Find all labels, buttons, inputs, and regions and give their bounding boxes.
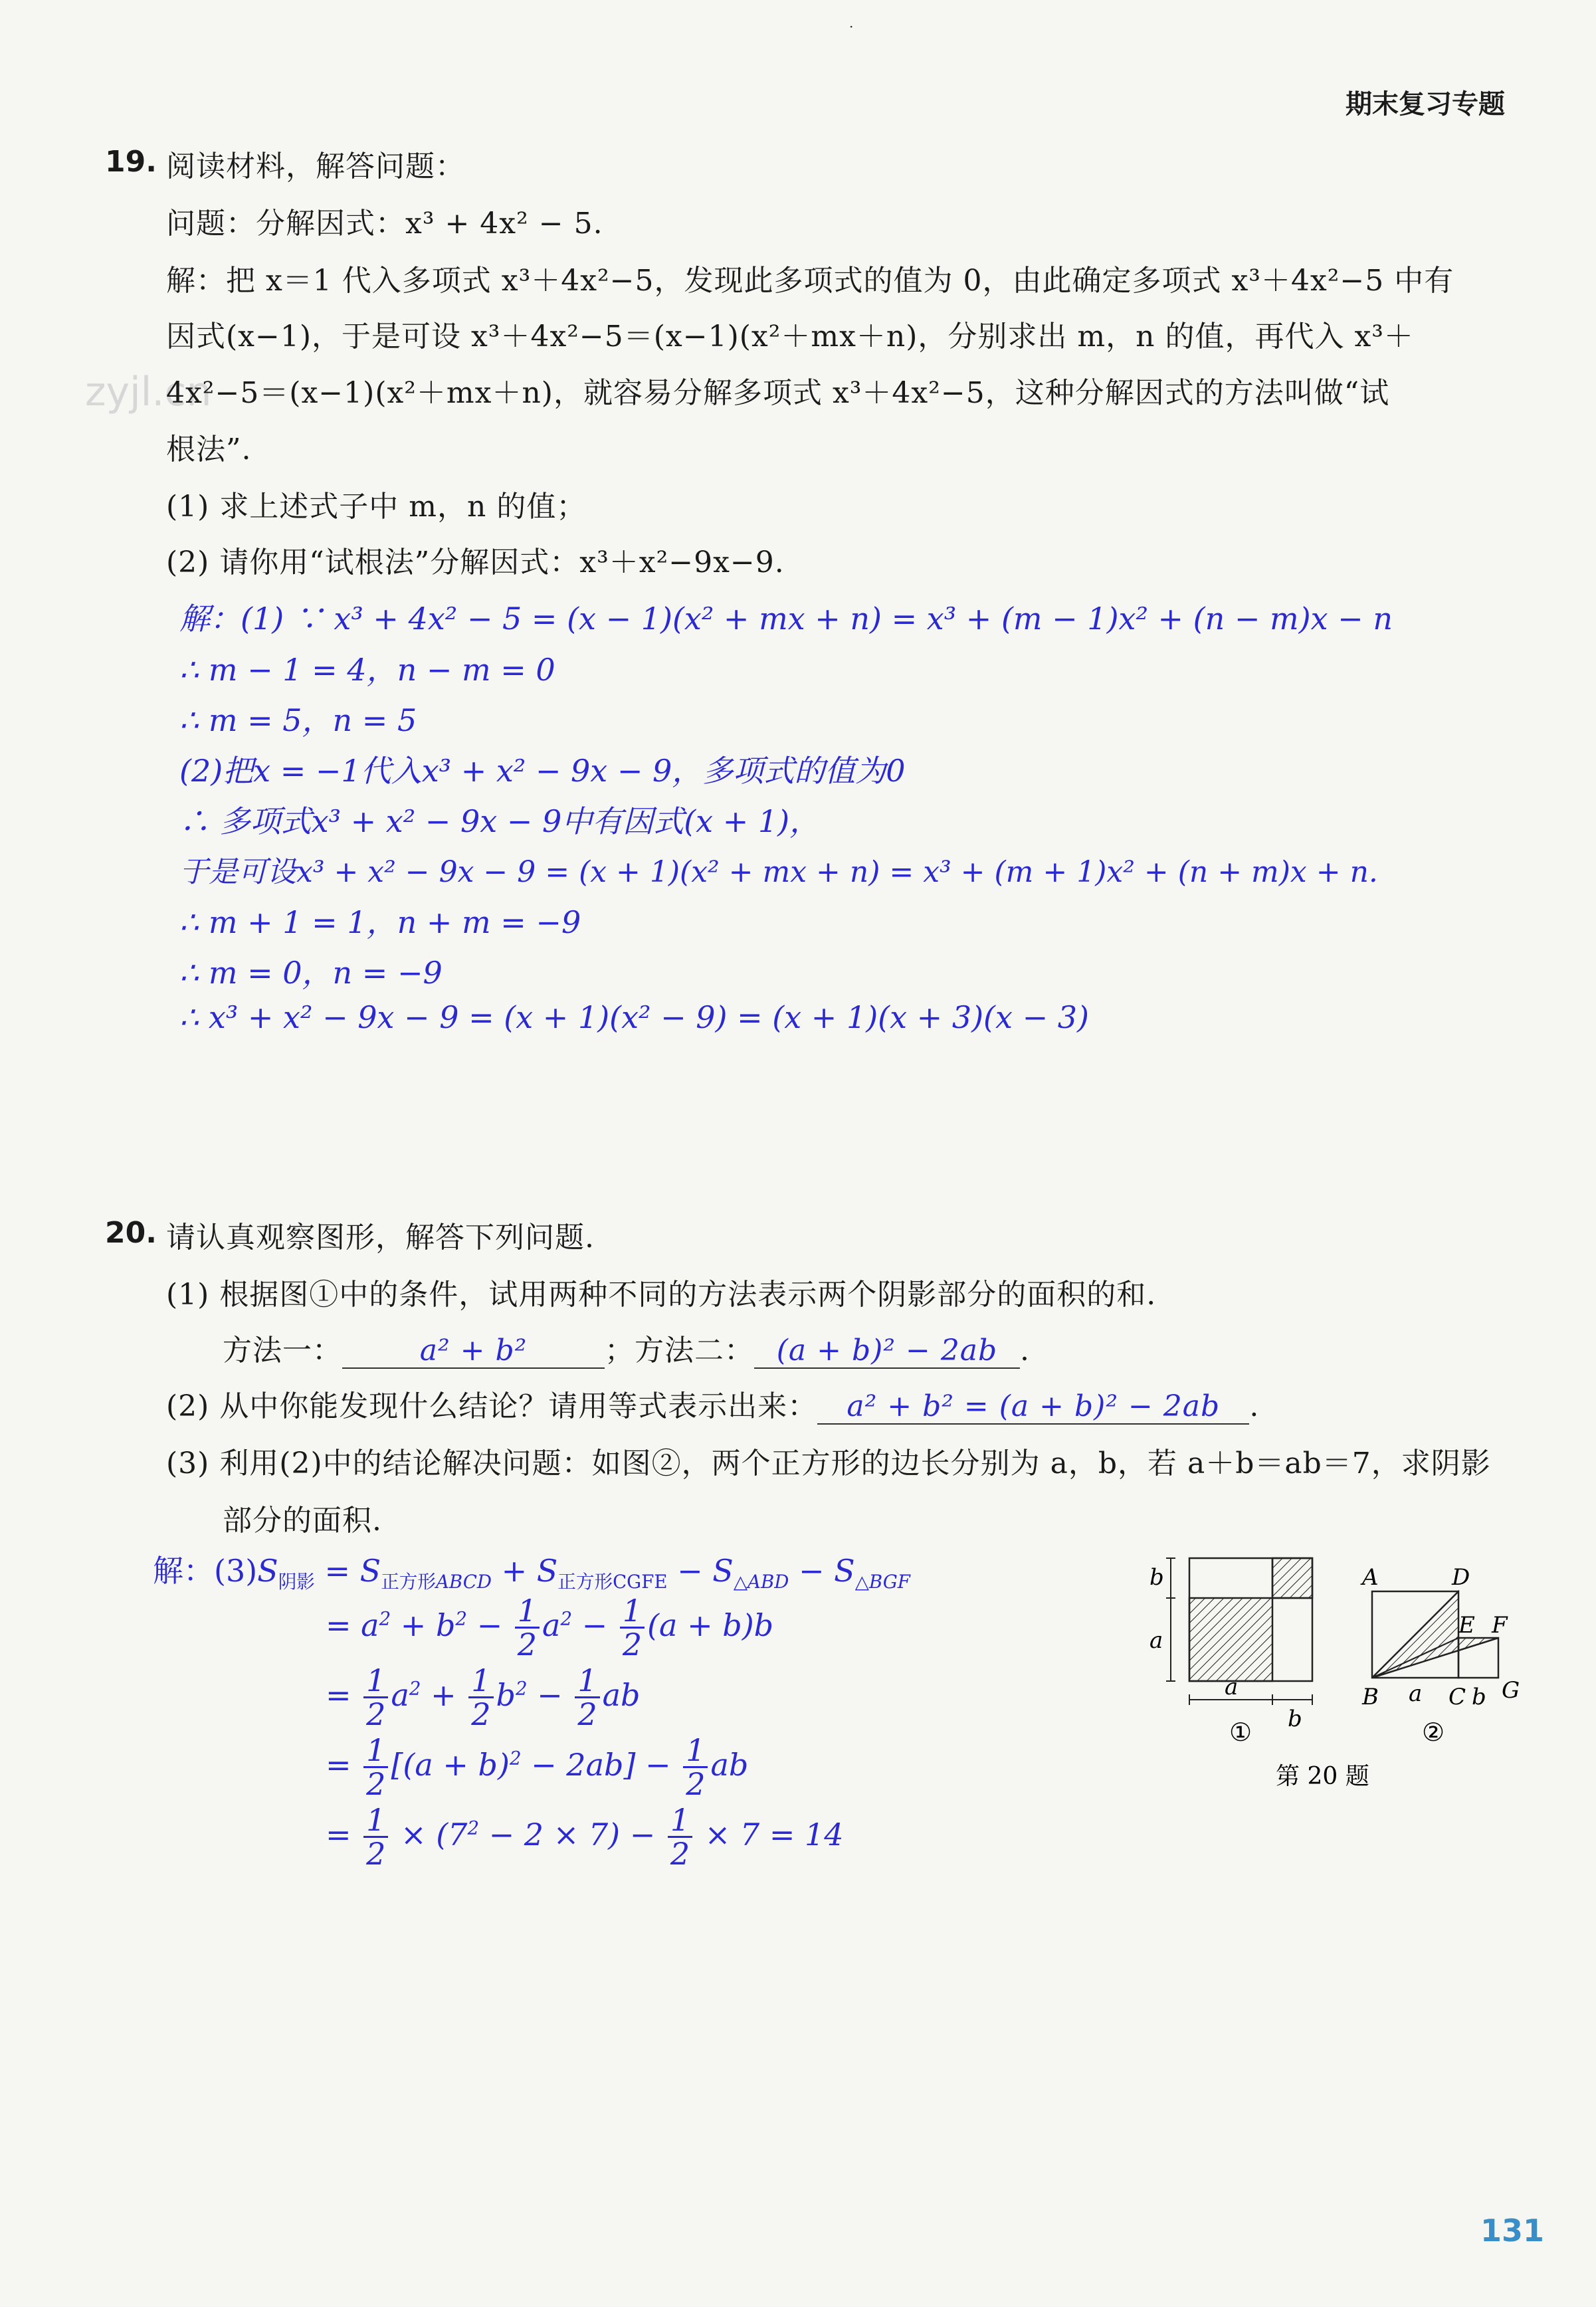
question-20-part2-row [166, 1382, 1259, 1425]
figure-2 [1360, 1564, 1520, 1747]
q19-answer-line8: ∴ m = 0，n = −9 [179, 955, 443, 991]
question-19-intro: 阅读材料，解答问题： [166, 150, 465, 183]
q19-answer-line5: ∴ 多项式x³ + x² − 9x − 9中有因式(x + 1)， [179, 803, 821, 839]
part2-period: . [1249, 1389, 1260, 1423]
fig2-label-F: F [1492, 1612, 1508, 1639]
part2-label: (2) 从中你能发现什么结论？请用等式表示出来： [166, 1389, 818, 1423]
fig2-label-A: A [1362, 1564, 1379, 1591]
fig2-label-b: b [1472, 1684, 1486, 1710]
fig1-label-a-left: a [1149, 1627, 1163, 1654]
fig1-label-b-bottom: b [1288, 1706, 1302, 1732]
method2-label: ；方法二： [605, 1334, 754, 1367]
q19-answer-line4: (2)把x = −1代入x³ + x² − 9x − 9，多项式的值为0 [179, 753, 906, 789]
question-19-part2: (2) 请你用“试根法”分解因式：x³＋x²−9x−9. [166, 546, 785, 579]
question-19-solution-line1: 解：把 x＝1 代入多项式 x³＋4x²−5，发现此多项式的值为 0，由此确定多项式 x³＋4x²−5 中有 [166, 264, 1454, 298]
fig2-label-B: B [1362, 1684, 1379, 1710]
method1-answer: a² + b² [342, 1334, 605, 1369]
question-20-part3-line2: 部分的面积. [223, 1504, 382, 1538]
q20-answer-line3: = $\frac{1}{2}$ $a^2$ + $\frac{1}{2}$ $b^2$ − $\frac{1}{2}$ ab [326, 1662, 641, 1733]
q20-answer-line2: = $a^2 + b^2$ − $\frac{1}{2}$ $a^2$ − $\frac{1}{2}$ (a + b)b [326, 1593, 774, 1663]
question-19-solution-line3: 4x²−5＝(x−1)(x²＋mx＋n)，就容易分解多项式 x³＋4x²−5，这种分解因式的方法叫做“试 [166, 376, 1390, 410]
question-19-part1: (1) 求上述式子中 m，n 的值； [166, 490, 587, 524]
figure-caption: 第 20 题 [1276, 1763, 1369, 1790]
figure-20 [1130, 1542, 1542, 1807]
q20-answer-line1: 解：$(3)S_{阴影} = S_{正方形ABCD} + S_{正方形CGFE} - S_{\triangle ABD} - S_{\triangle BGF}$ [153, 1553, 910, 1593]
q20-answer-line4: = $\frac{1}{2}$ $[(a + b)^2 - 2ab]$ − $\frac{1}{2}$ ab [326, 1732, 749, 1803]
fig2-label-C: C [1448, 1684, 1466, 1710]
page-header-title: 期末复习专题 [1346, 89, 1505, 120]
q20-answer-line5: = $\frac{1}{2}$ × $(7^2 - 2 \times 7)$ − $\frac{1}{2}$ × 7 = 14 [326, 1802, 844, 1872]
q19-answer-line9: ∴ x³ + x² − 9x − 9 = (x + 1)(x² − 9) = (x + 1)(x + 3)(x − 3) [179, 999, 1089, 1035]
question-19-number: 19. [105, 145, 157, 179]
top-dot: · [849, 19, 854, 35]
question-20-number: 20. [105, 1216, 157, 1250]
question-19-problem: 问题：分解因式：x³ + 4x² − 5. [166, 207, 603, 241]
part2-answer: a² + b² = (a + b)² − 2ab [817, 1389, 1249, 1425]
fig1-label-b-left: b [1149, 1564, 1164, 1591]
question-20-intro: 请认真观察图形，解答下列问题. [166, 1221, 595, 1254]
method1-label: 方法一： [223, 1334, 342, 1367]
watermark: zyjl.cn [85, 369, 212, 415]
fig2-label-D: D [1452, 1564, 1470, 1591]
question-20-methods-row [223, 1326, 1030, 1369]
q19-answer-line3: ∴ m = 5，n = 5 [179, 702, 417, 738]
fig2-label-a: a [1409, 1680, 1423, 1707]
fig1-label-a-bottom: a [1225, 1674, 1239, 1700]
page-number: 131 [1480, 2213, 1545, 2249]
question-20-part1: (1) 根据图①中的条件，试用两种不同的方法表示两个阴影部分的面积的和. [166, 1278, 1157, 1312]
q19-answer-line2: ∴ m − 1 = 4，n − m = 0 [179, 652, 555, 688]
question-19-solution-line4: 根法”. [166, 433, 252, 466]
figure-1 [1149, 1558, 1312, 1747]
q19-answer-line6: 于是可设x³ + x² − 9x − 9 = (x + 1)(x² + mx + n) = x³ + (m + 1)x² + (n + m)x + n. [179, 855, 1378, 889]
q19-answer-line7: ∴ m + 1 = 1，n + m = −9 [179, 904, 581, 940]
q19-answer-line1: 解：(1) ∵ x³ + 4x² − 5 = (x − 1)(x² + mx + n) = x³ + (m − 1)x² + (n − m)x − n [179, 601, 1393, 637]
method2-answer: (a + b)² − 2ab [754, 1334, 1020, 1369]
fig2-label-G: G [1502, 1677, 1520, 1704]
question-19-solution-line2: 因式(x−1)，于是可设 x³＋4x²−5＝(x−1)(x²＋mx＋n)，分别求出 m，n 的值，再代入 x³＋ [166, 320, 1414, 353]
method-period: . [1020, 1334, 1030, 1367]
fig2-caption: ② [1422, 1718, 1445, 1747]
fig1-caption: ① [1229, 1718, 1252, 1747]
fig2-label-E: E [1458, 1612, 1475, 1639]
question-20-part3-line1: (3) 利用(2)中的结论解决问题：如图②，两个正方形的边长分别为 a，b，若 a＋b＝ab＝7，求阴影 [166, 1447, 1491, 1480]
